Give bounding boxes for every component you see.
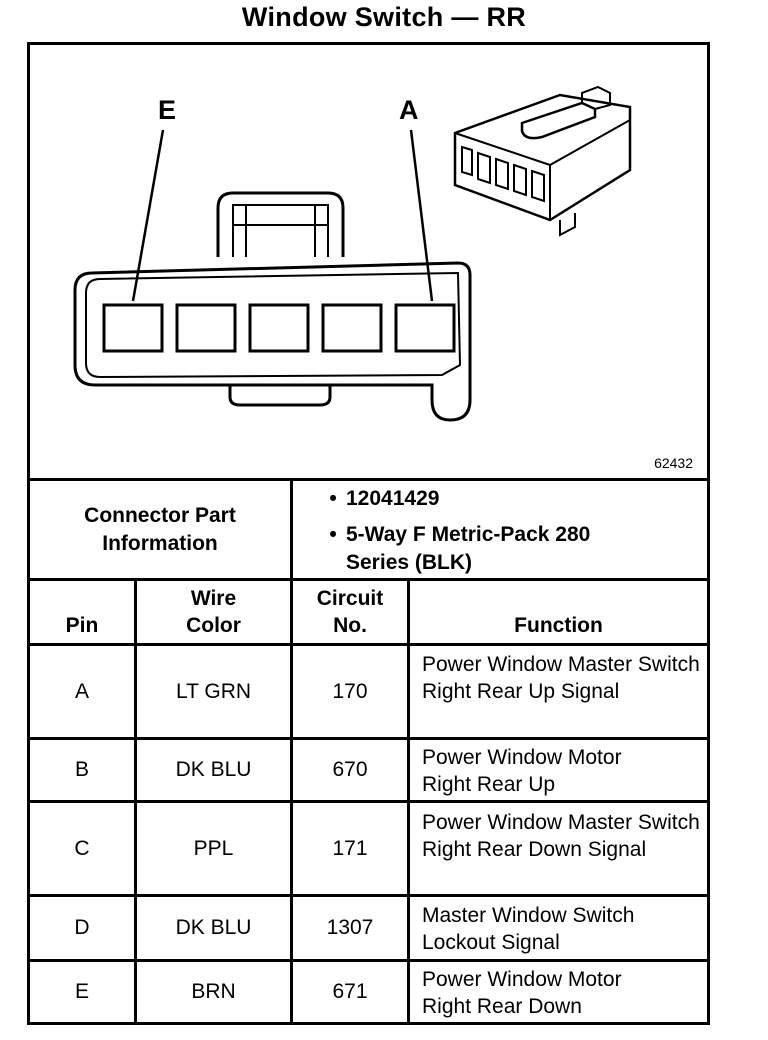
connector-info-label: Connector Part Information xyxy=(84,504,236,555)
connector-face-drawing xyxy=(30,45,707,478)
cavity-e xyxy=(104,305,162,351)
table-cell-function: Master Window Switch Lockout Signal xyxy=(422,904,635,954)
figure-number: 62432 xyxy=(654,455,693,471)
table-cell-wire-color: LT GRN xyxy=(175,679,252,703)
table-cell-function: Power Window Master Switch Right Rear Up Signal xyxy=(422,653,700,703)
table-cell-wire-color: DK BLU xyxy=(175,916,252,939)
table-cell-pin: D xyxy=(74,916,90,939)
table-cell-circuit: 171 xyxy=(332,836,368,860)
connector-card xyxy=(27,42,710,1025)
table-cell-function: Power Window Motor Right Rear Down xyxy=(422,968,622,1018)
table-cell-wire-color: PPL xyxy=(193,836,234,860)
pin-label-e: E xyxy=(158,95,177,125)
table-cell-circuit: 1307 xyxy=(326,916,374,939)
connector-info-item: • 12041429 xyxy=(329,487,440,510)
table-cell-wire-color: DK BLU xyxy=(175,758,252,781)
table-cell-pin: C xyxy=(74,836,90,860)
table-cell-circuit: 170 xyxy=(332,679,368,703)
table-cell-wire-color: BRN xyxy=(191,980,236,1003)
table-cell-function: Power Window Master Switch Right Rear Down Signal xyxy=(422,811,700,861)
header-circuit: Circuit No. xyxy=(316,587,384,637)
cavity-a xyxy=(396,305,454,351)
cavity-d xyxy=(177,305,235,351)
connector-diagram xyxy=(30,45,707,478)
cavity-b xyxy=(323,305,381,351)
pin-label-a: A xyxy=(399,95,419,125)
connector-info-item: • 5-Way F Metric-Pack 280 Series (BLK) xyxy=(329,523,591,574)
table-cell-circuit: 671 xyxy=(332,980,368,1003)
table-cell-function: Power Window Motor Right Rear Up xyxy=(422,746,622,796)
table-cell-pin: E xyxy=(74,980,89,1003)
header-pin: Pin xyxy=(65,614,99,637)
header-wire-color: Wire Color xyxy=(186,587,241,637)
page-title: Window Switch — RR xyxy=(241,2,527,32)
connector-info-list xyxy=(320,485,700,577)
header-function: Function xyxy=(514,614,603,637)
table-cell-pin: B xyxy=(74,758,89,781)
cavity-c xyxy=(250,305,308,351)
table-cell-circuit: 670 xyxy=(332,758,368,781)
table-cell-pin: A xyxy=(74,679,89,703)
